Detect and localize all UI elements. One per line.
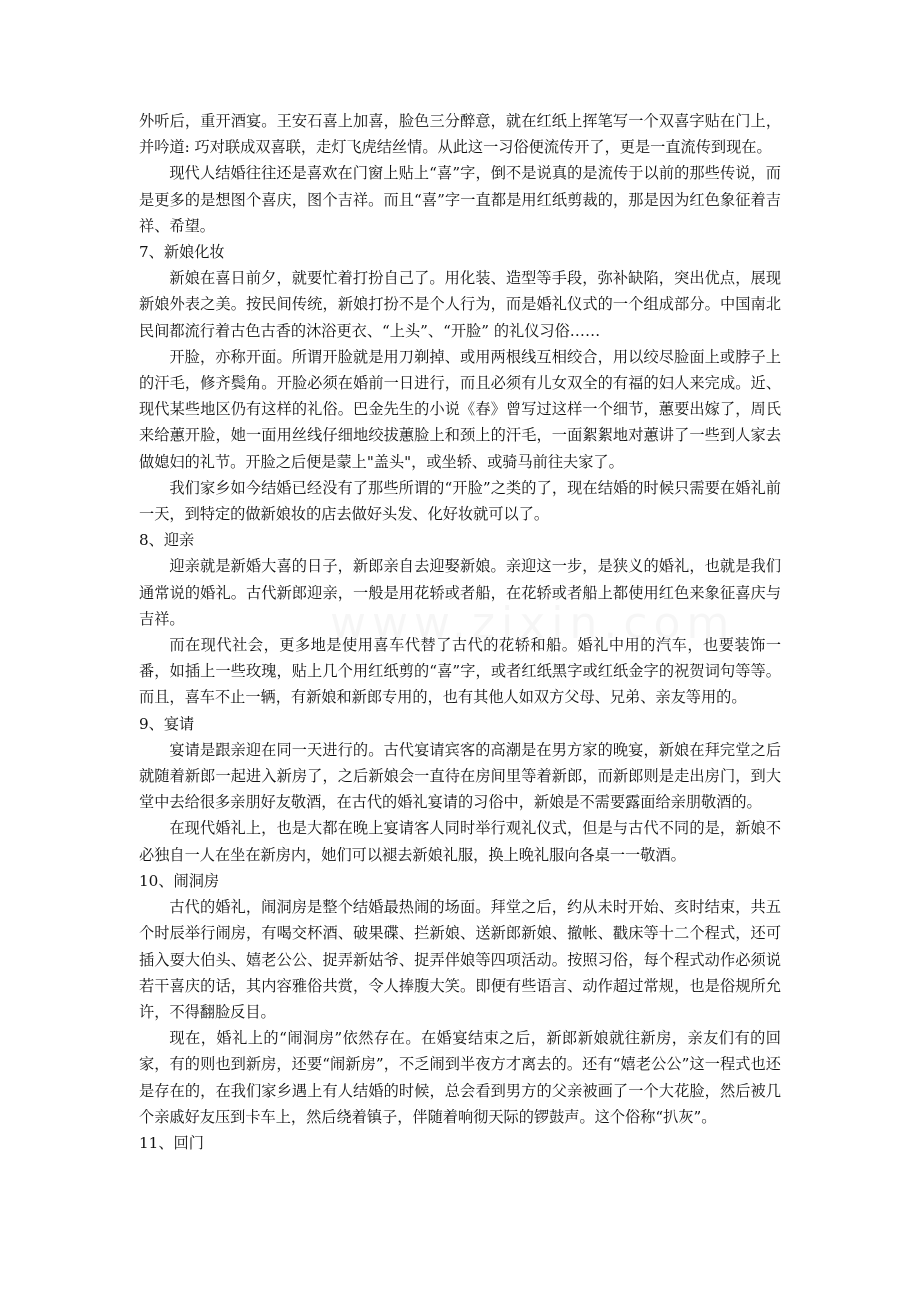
paragraph-hometown-makeup: 我们家乡如今结婚已经没有了那些所谓的“开脸”之类的了，现在结婚的时候只需要在婚礼前一天，到特定的做新娘妆的店去做好头发、化好妆就可以了。 — [139, 478, 781, 524]
paragraph-modern-nao-dongfang: 现在，婚礼上的“闹洞房”依然存在。在婚宴结束之后，新郎新娘就往新房，亲友们有的回家，有的则也到新房，还要“闹新房”，不乏闹到半夜方才离去的。还有“嬉老公公”这一程式也还是存在的，在我们家乡遇上有人结婚的时候，总会看到男方的父亲被画了一个大花脸，然后被几个亲戚好友压到卡车上，然后绕着镇子，伴随着响彻天际的锣鼓声。这个俗称“扒灰”。 — [139, 1029, 781, 1126]
paragraph-modern-welcoming: 而在现代社会，更多地是使用喜车代替了古代的花轿和船。婚礼中用的汽车，也要装饰一番，如插上一些玫瑰，贴上几个用红纸剪的“喜”字，或者红纸黑字或红纸金字的祝贺词句等等。而且，喜车不止一辆，有新娘和新郎专用的，也有其他人如双方父母、兄弟、亲友等用的。 — [139, 636, 781, 707]
section-heading-banquet: 9、宴请 — [139, 714, 195, 733]
section-heading-nao-dongfang: 10、闹洞房 — [139, 871, 220, 890]
paragraph-ancient-welcoming: 迎亲就是新婚大喜的日子，新郎亲自去迎娶新娘。亲迎这一步，是狭义的婚礼，也就是我们通常说的婚礼。古代新郎迎亲，一般是用花轿或者船，在花轿或者船上都使用红色来象征喜庆与吉祥。 — [139, 557, 781, 628]
paragraph-bride-makeup-intro: 新娘在喜日前夕，就要忙着打扮自己了。用化装、造型等手段，弥补缺陷，突出优点，展现新娘外表之美。按民间传统，新娘打扮不是个人行为，而是婚礼仪式的一个组成部分。中国南北民间都流行着古色古香的沐浴更衣、“上头”、“开脸” 的礼仪习俗…… — [139, 269, 781, 340]
section-heading-return-visit: 11、回门 — [139, 1133, 204, 1152]
section-heading-bride-makeup: 7、新娘化妆 — [139, 243, 225, 262]
section-heading-welcoming-bride: 8、迎亲 — [139, 531, 195, 550]
paragraph-ancient-nao-dongfang: 古代的婚礼，闹洞房是整个结婚最热闹的场面。拜堂之后，约从未时开始、亥时结束，共五个时辰举行闹房，有喝交杯酒、破果碟、拦新娘、送新郎新娘、撤帐、戳床等十二个程式，还可插入耍大伯头、嬉老公公、捉弄新姑爷、捉弄伴娘等四项活动。按照习俗，每个程式动作必须说若干喜庆的话，其内容雅俗共赏，令人捧腹大笑。即便有些语言、动作超过常规，也是俗规所允许，不得翻脸反目。 — [139, 898, 781, 1021]
paragraph-kai-lian: 开脸，亦称开面。所谓开脸就是用刀剃掉、或用两根线互相绞合，用以绞尽脸面上或脖子上的汗毛，修齐鬓角。开脸必须在婚前一日进行，而且必须有儿女双全的有福的妇人来完成。近、现代某些地区仍有这样的礼俗。巴金先生的小说《春》曾写过这样一个细节，蕙要出嫁了，周氏来给蕙开脸，她一面用丝线仔细地绞拔蕙脸上和颈上的汗毛，一面絮絮地对蕙讲了一些到人家去做媳妇的礼节。开脸之后便是蒙上"盖头"，或坐轿、或骑马前往夫家了。 — [139, 347, 781, 471]
paragraph-modern-banquet: 在现代婚礼上，也是大都在晚上宴请客人同时举行观礼仪式，但是与古代不同的是，新娘不必独自一人在坐在新房内，她们可以褪去新娘礼服，换上晚礼服向各桌一一敬酒。 — [139, 819, 781, 864]
paragraph-ancient-banquet: 宴请是跟亲迎在同一天进行的。古代宴请宾客的高潮是在男方家的晚宴，新娘在拜完堂之后就随着新郎一起进入新房了，之后新娘会一直待在房间里等着新郎，而新郎则是走出房门，到大堂中去给很多亲朋好友敬酒，在古代的婚礼宴请的习俗中，新娘是不需要露面给亲朋敬酒的。 — [139, 740, 781, 812]
document-body — [139, 108, 781, 1156]
paragraph-wang-anshi-story: 外听后，重开酒宴。王安石喜上加喜，脸色三分醉意，就在红纸上挥笔写一个双喜字贴在门上，并吟道: 巧对联成双喜联，走灯飞虎结丝情。从此这一习俗便流传开了，更是一直流传到现在。 — [139, 112, 781, 157]
paragraph-modern-xi-character: 现代人结婚往往还是喜欢在门窗上贴上“喜”字，倒不是说真的是流传于以前的那些传说，而是更多的是想图个喜庆，图个吉祥。而且“喜”字一直都是用红纸剪裁的，那是因为红色象征着吉祥、希望。 — [139, 164, 781, 235]
